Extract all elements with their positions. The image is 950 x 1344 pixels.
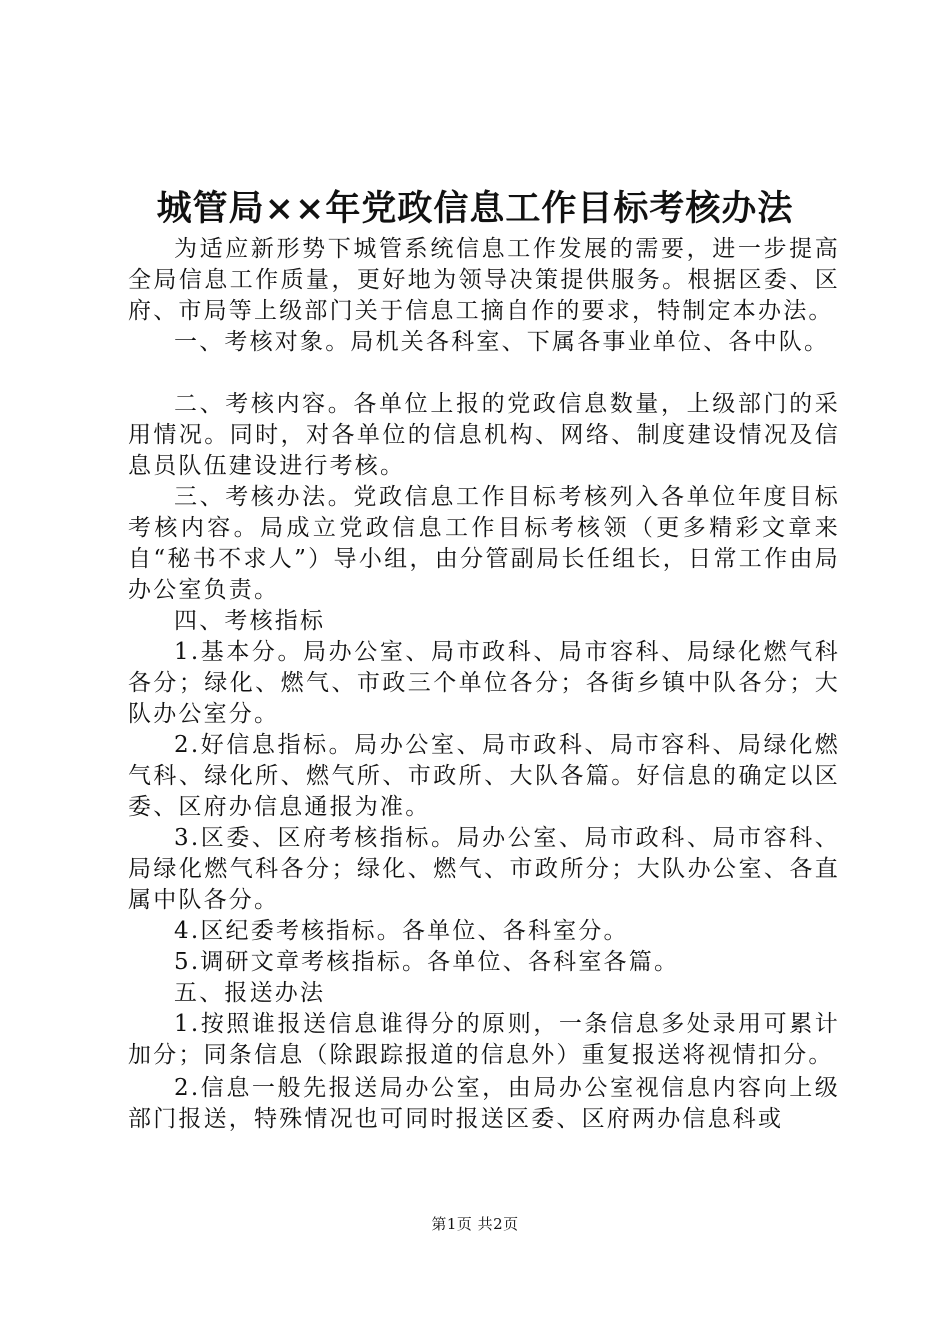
paragraph-section-1: 一、考核对象。局机关各科室、下属各事业单位、各中队。 [174,329,830,355]
page-number-footer: 第1页 共2页 [431,1215,519,1233]
paragraph-submission-1: 1.按照谁报送信息谁得分的原则，一条信息多处录用可累计加分；同条信息（除跟踪报道的信息外）重复报送将视情扣分。 [128,1011,840,1068]
paragraph-intro: 为适应新形势下城管系统信息工作发展的需要，进一步提高全局信息工作质量，更好地为领导决策提供服务。根据区委、区府、市局等上级部门关于信息工摘自作的要求，特制定本办法。 [128,236,840,324]
paragraph-indicator-2: 2.好信息指标。局办公室、局市政科、局市容科、局绿化燃气科、绿化所、燃气所、市政所、大队各篇。好信息的确定以区委、区府办信息通报为准。 [128,732,840,820]
paragraph-indicator-1: 1.基本分。局办公室、局市政科、局市容科、局绿化燃气科各分；绿化、燃气、市政三个单位各分；各街乡镇中队各分；大队办公室分。 [128,639,840,727]
heading-section-4: 四、考核指标 [174,608,326,634]
document-body [128,234,840,1135]
heading-section-5: 五、报送办法 [174,980,326,1006]
paragraph-indicator-4: 4.区纪委考核指标。各单位、各科室分。 [174,918,629,944]
paragraph-indicator-3: 3.区委、区府考核指标。局办公室、局市政科、局市容科、局绿化燃气科各分；绿化、燃气、市政所分；大队办公室、各直属中队各分。 [128,825,840,913]
document-title: 城管局××年党政信息工作目标考核办法 [156,188,794,229]
paragraph-section-3: 三、考核办法。党政信息工作目标考核列入各单位年度目标考核内容。局成立党政信息工作目标考核领（更多精彩文章来自“秘书不求人”）导小组，由分管副局长任组长，日常工作由局办公室负责。 [128,484,840,603]
paragraph-section-2: 二、考核内容。各单位上报的党政信息数量，上级部门的采用情况。同时，对各单位的信息机构、网络、制度建设情况及信息员队伍建设进行考核。 [128,391,840,479]
paragraph-submission-2: 2.信息一般先报送局办公室，由局办公室视信息内容向上级部门报送，特殊情况也可同时报送区委、区府两办信息科或 [128,1075,840,1132]
paragraph-indicator-5: 5.调研文章考核指标。各单位、各科室各篇。 [174,949,680,975]
